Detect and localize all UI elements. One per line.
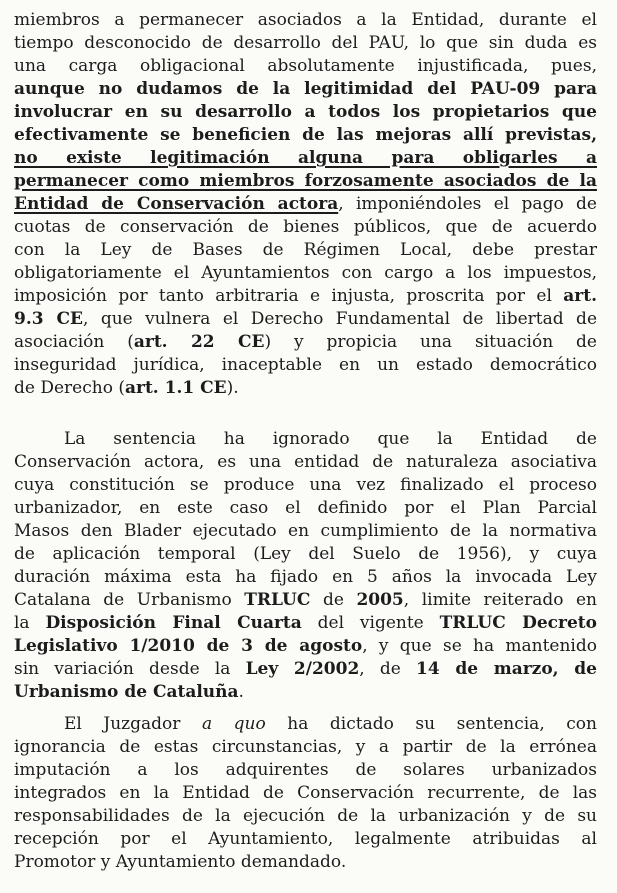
text-segment-n: ignorancia de estas circunstancias, y a partir de la errónea bbox=[14, 737, 597, 757]
text-segment-n: urbanizador, en este caso el definido por el Plan Parcial bbox=[14, 498, 597, 518]
paragraph-2 bbox=[14, 428, 597, 704]
text-segment-n: ) y propicia una situación de bbox=[264, 332, 597, 352]
text-line bbox=[14, 216, 597, 239]
text-segment-n: de Derecho ( bbox=[14, 378, 125, 398]
text-line bbox=[14, 239, 597, 262]
text-line bbox=[14, 782, 597, 805]
text-line bbox=[14, 497, 597, 520]
text-line bbox=[14, 635, 597, 658]
text-line bbox=[14, 713, 597, 736]
text-line bbox=[14, 193, 597, 216]
text-segment-b: efectivamente se beneficien de las mejoras allí previstas, bbox=[14, 125, 597, 145]
text-segment-b: involucrar en su desarrollo a todos los propietarios que bbox=[14, 102, 597, 122]
text-segment-n: con la Ley de Bases de Régimen Local, debe prestar bbox=[14, 240, 597, 260]
text-segment-n: una carga obligacional absolutamente injustificada, pues, bbox=[14, 56, 597, 76]
paragraph-1 bbox=[14, 9, 597, 400]
text-line bbox=[14, 78, 597, 101]
text-line bbox=[14, 428, 597, 451]
text-segment-n: sin variación desde la bbox=[14, 659, 246, 679]
text-segment-b: Urbanismo de Cataluña bbox=[14, 682, 239, 702]
text-segment-n: integrados en la Entidad de Conservación recurrente, de las bbox=[14, 783, 597, 803]
text-segment-n: , de bbox=[359, 659, 416, 679]
text-segment-n: , que vulnera el Derecho Fundamental de libertad de bbox=[83, 309, 597, 329]
text-segment-n: imposición por tanto arbitraria e injusta, proscrita por el bbox=[14, 286, 564, 306]
text-segment-b: 2005 bbox=[356, 590, 404, 610]
text-segment-b: Ley 2/2002 bbox=[245, 659, 360, 679]
text-segment-bu: no existe legitimación alguna para obligarles a bbox=[14, 148, 597, 168]
text-line bbox=[14, 170, 597, 193]
text-segment-n: recepción por el Ayuntamiento, legalmente atribuidas al bbox=[14, 829, 597, 849]
text-line bbox=[14, 589, 597, 612]
text-segment-n: miembros a permanecer asociados a la Entidad, durante el bbox=[14, 10, 597, 30]
text-line bbox=[14, 377, 597, 400]
text-segment-n: de bbox=[310, 590, 357, 610]
text-segment-n: El Juzgador bbox=[64, 714, 202, 734]
text-line bbox=[14, 612, 597, 635]
text-line bbox=[14, 543, 597, 566]
text-segment-n: , y que se ha mantenido bbox=[362, 636, 597, 656]
text-segment-n: Catalana de Urbanismo bbox=[14, 590, 245, 610]
text-line bbox=[14, 147, 597, 170]
text-segment-b: art. bbox=[563, 286, 597, 306]
text-segment-b: Disposición Final Cuarta bbox=[45, 613, 302, 633]
paragraph-3 bbox=[14, 713, 597, 874]
text-segment-n: La sentencia ha ignorado que la Entidad de bbox=[64, 429, 597, 449]
text-segment-bu: Entidad de Conservación actora bbox=[14, 194, 339, 214]
text-segment-n: Conservación actora, es una entidad de naturaleza asociativa bbox=[14, 452, 597, 472]
text-segment-b: art. 22 CE bbox=[133, 332, 265, 352]
text-segment-b: 14 de marzo, de bbox=[415, 659, 597, 679]
text-segment-b: art. 1.1 CE bbox=[124, 378, 227, 398]
text-line bbox=[14, 285, 597, 308]
text-segment-b: TRLUC Decreto bbox=[439, 613, 597, 633]
text-line bbox=[14, 331, 597, 354]
text-segment-n: obligatoriamente el Ayuntamientos con cargo a los impuestos, bbox=[14, 263, 597, 283]
text-segment-b: 9.3 CE bbox=[14, 309, 84, 329]
text-segment-n: ha dictado su sentencia, con bbox=[265, 714, 597, 734]
text-segment-bu: permanecer como miembros forzosamente asociados de la bbox=[14, 171, 597, 191]
text-segment-n: ). bbox=[226, 378, 239, 398]
text-segment-n: , imponiéndoles el pago de bbox=[338, 194, 597, 214]
text-line bbox=[14, 474, 597, 497]
document-body bbox=[14, 9, 597, 874]
text-line bbox=[14, 451, 597, 474]
text-segment-n: responsabilidades de la ejecución de la urbanización y de su bbox=[14, 806, 597, 826]
text-line bbox=[14, 55, 597, 78]
text-segment-b: TRLUC bbox=[244, 590, 311, 610]
text-line bbox=[14, 354, 597, 377]
text-segment-n: de aplicación temporal (Ley del Suelo de 1956), y cuya bbox=[14, 544, 597, 564]
text-line bbox=[14, 566, 597, 589]
text-segment-n: Promotor y Ayuntamiento demandado. bbox=[14, 852, 347, 872]
text-segment-n: del vigente bbox=[301, 613, 440, 633]
text-segment-i: a quo bbox=[201, 714, 266, 734]
text-line bbox=[14, 828, 597, 851]
text-segment-n: asociación ( bbox=[14, 332, 134, 352]
text-line bbox=[14, 9, 597, 32]
text-segment-n: cuotas de conservación de bienes públicos, que de acuerdo bbox=[14, 217, 597, 237]
text-segment-b: aunque no dudamos de la legitimidad del PAU-09 para bbox=[14, 79, 597, 99]
text-segment-b: Legislativo 1/2010 de 3 de agosto bbox=[14, 636, 363, 656]
text-segment-n: Masos den Blader ejecutado en cumplimiento de la normativa bbox=[14, 521, 597, 541]
text-segment-n: la bbox=[14, 613, 46, 633]
text-segment-n: duración máxima esta ha fijado en 5 años la invocada Ley bbox=[14, 567, 597, 587]
text-segment-n: . bbox=[238, 682, 244, 702]
text-segment-n: inseguridad jurídica, inaceptable en un estado democrático bbox=[14, 355, 597, 375]
text-line bbox=[14, 681, 597, 704]
text-line bbox=[14, 658, 597, 681]
text-line bbox=[14, 736, 597, 759]
text-segment-n: , limite reiterado en bbox=[403, 590, 597, 610]
text-line bbox=[14, 805, 597, 828]
text-line bbox=[14, 262, 597, 285]
text-line bbox=[14, 32, 597, 55]
text-line bbox=[14, 851, 597, 874]
text-line bbox=[14, 520, 597, 543]
text-line bbox=[14, 759, 597, 782]
text-segment-n: tiempo desconocido de desarrollo del PAU, lo que sin duda es bbox=[14, 33, 597, 53]
text-segment-n: imputación a los adquirentes de solares urbanizados bbox=[14, 760, 597, 780]
text-line bbox=[14, 101, 597, 124]
text-segment-n: cuya constitución se produce una vez finalizado el proceso bbox=[14, 475, 597, 495]
text-line bbox=[14, 308, 597, 331]
text-line bbox=[14, 124, 597, 147]
